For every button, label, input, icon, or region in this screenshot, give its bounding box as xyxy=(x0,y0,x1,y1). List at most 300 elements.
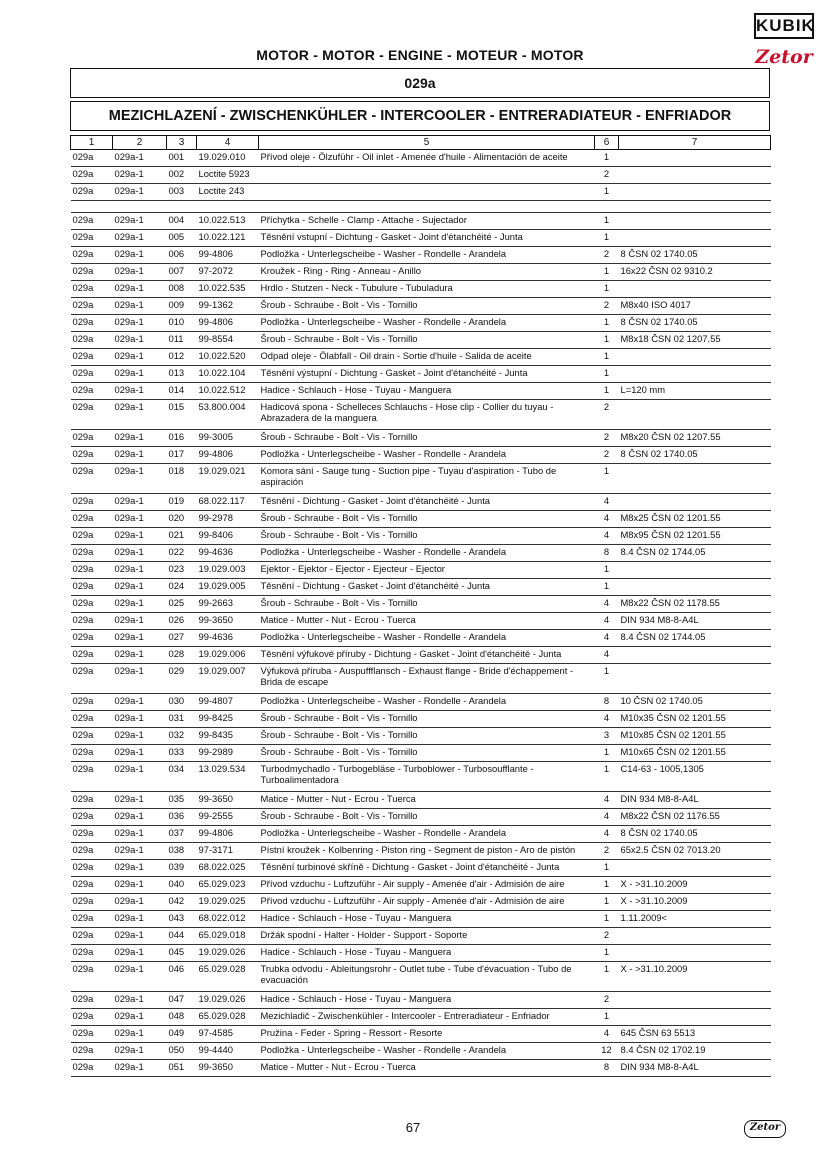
group-cell: 029a xyxy=(71,894,113,911)
note-cell: 8.4 ČSN 02 1744.05 xyxy=(619,545,771,562)
quantity-cell: 1 xyxy=(595,894,619,911)
description-cell: Mezichladič - Zwischenkühler - Intercooler - Entreradiateur - Enfriador xyxy=(259,1009,595,1026)
note-cell: X - >31.10.2009 xyxy=(619,894,771,911)
note-cell: 8 ČSN 02 1740.05 xyxy=(619,826,771,843)
description-cell: Šroub - Schraube - Bolt - Vis - Tornillo xyxy=(259,728,595,745)
position-cell: 015 xyxy=(167,400,197,430)
quantity-cell: 2 xyxy=(595,167,619,184)
description-cell: Příchytka - Schelle - Clamp - Attache - Sujectador xyxy=(259,213,595,230)
part-number-cell: 65.029.028 xyxy=(197,1009,259,1026)
position-cell: 024 xyxy=(167,579,197,596)
part-number-cell: 99-1362 xyxy=(197,298,259,315)
note-cell xyxy=(619,366,771,383)
group-cell: 029a xyxy=(71,745,113,762)
subgroup-cell: 029a-1 xyxy=(113,464,167,494)
note-cell xyxy=(619,664,771,694)
group-cell: 029a xyxy=(71,630,113,647)
description-cell: Hadice - Schlauch - Hose - Tuyau - Manguera xyxy=(259,911,595,928)
table-row xyxy=(71,383,771,400)
table-row xyxy=(71,1026,771,1043)
table-body xyxy=(71,150,771,1077)
position-cell: 046 xyxy=(167,962,197,992)
subgroup-cell: 029a-1 xyxy=(113,562,167,579)
table-row xyxy=(71,694,771,711)
subgroup-cell: 029a-1 xyxy=(113,694,167,711)
quantity-cell: 1 xyxy=(595,281,619,298)
note-cell: M8x40 ISO 4017 xyxy=(619,298,771,315)
part-number-cell: 99-4806 xyxy=(197,315,259,332)
note-cell xyxy=(619,860,771,877)
description-cell: Těsnění výfukové příruby - Dichtung - Gasket - Joint d'étanchéité - Junta xyxy=(259,647,595,664)
description-cell: Šroub - Schraube - Bolt - Vis - Tornillo xyxy=(259,596,595,613)
group-cell: 029a xyxy=(71,247,113,264)
quantity-cell: 1 xyxy=(595,332,619,349)
quantity-cell: 4 xyxy=(595,528,619,545)
group-cell: 029a xyxy=(71,1043,113,1060)
position-cell: 033 xyxy=(167,745,197,762)
part-number-cell: 99-4636 xyxy=(197,545,259,562)
note-cell xyxy=(619,281,771,298)
quantity-cell: 2 xyxy=(595,447,619,464)
page-title: MOTOR - MOTOR - ENGINE - MOTEUR - MOTOR xyxy=(256,47,584,63)
note-cell: M8x22 ČSN 02 1176.55 xyxy=(619,809,771,826)
description-cell: Odpad oleje - Ölabfall - Oil drain - Sortie d'huile - Salida de aceite xyxy=(259,349,595,366)
note-cell: 8 ČSN 02 1740.05 xyxy=(619,247,771,264)
description-cell: Podložka - Unterlegscheibe - Washer - Rondelle - Arandela xyxy=(259,315,595,332)
subgroup-cell: 029a-1 xyxy=(113,400,167,430)
note-cell: M10x85 ČSN 02 1201.55 xyxy=(619,728,771,745)
part-number-cell: 65.029.018 xyxy=(197,928,259,945)
group-cell: 029a xyxy=(71,809,113,826)
note-cell: 10 ČSN 02 1740.05 xyxy=(619,694,771,711)
part-number-cell: 53.800.004 xyxy=(197,400,259,430)
note-cell: DIN 934 M8-8-A4L xyxy=(619,1060,771,1077)
note-cell: M8x18 ČSN 02 1207.55 xyxy=(619,332,771,349)
column-header: 1 xyxy=(71,136,113,150)
position-cell: 004 xyxy=(167,213,197,230)
subgroup-cell: 029a-1 xyxy=(113,332,167,349)
group-cell: 029a xyxy=(71,383,113,400)
group-cell: 029a xyxy=(71,826,113,843)
table-row xyxy=(71,332,771,349)
column-header: 4 xyxy=(197,136,259,150)
quantity-cell: 1 xyxy=(595,664,619,694)
subgroup-cell: 029a-1 xyxy=(113,728,167,745)
description-cell: Turbodmychadlo - Turbogebläse - Turboblower - Turbosoufflante - Turboalimentadora xyxy=(259,762,595,792)
table-row xyxy=(71,762,771,792)
table-row xyxy=(71,664,771,694)
description-cell: Podložka - Unterlegscheibe - Washer - Rondelle - Arandela xyxy=(259,447,595,464)
quantity-cell: 4 xyxy=(595,1026,619,1043)
quantity-cell: 2 xyxy=(595,928,619,945)
kubik-logo-text: KUBIK xyxy=(754,13,814,39)
subgroup-cell: 029a-1 xyxy=(113,494,167,511)
part-number-cell: 97-2072 xyxy=(197,264,259,281)
group-cell: 029a xyxy=(71,213,113,230)
note-cell: X - >31.10.2009 xyxy=(619,877,771,894)
table-row xyxy=(71,264,771,281)
description-cell xyxy=(259,184,595,201)
description-cell: Přívod vzduchu - Luftzuführ - Air supply - Amenée d'air - Admisión de aire xyxy=(259,894,595,911)
note-cell xyxy=(619,992,771,1009)
part-number-cell: 10.022.535 xyxy=(197,281,259,298)
position-cell: 051 xyxy=(167,1060,197,1077)
table-row xyxy=(71,511,771,528)
position-cell: 023 xyxy=(167,562,197,579)
table-row xyxy=(71,613,771,630)
subgroup-cell: 029a-1 xyxy=(113,298,167,315)
part-number-cell: 99-8425 xyxy=(197,711,259,728)
group-cell: 029a xyxy=(71,728,113,745)
quantity-cell: 1 xyxy=(595,184,619,201)
table-row xyxy=(71,860,771,877)
position-cell: 014 xyxy=(167,383,197,400)
position-cell: 029 xyxy=(167,664,197,694)
part-number-cell: 65.029.023 xyxy=(197,877,259,894)
quantity-cell: 1 xyxy=(595,911,619,928)
part-number-cell: 99-2555 xyxy=(197,809,259,826)
subgroup-cell: 029a-1 xyxy=(113,315,167,332)
quantity-cell: 1 xyxy=(595,213,619,230)
subgroup-cell: 029a-1 xyxy=(113,264,167,281)
position-cell: 035 xyxy=(167,792,197,809)
table-row xyxy=(71,894,771,911)
table-row xyxy=(71,366,771,383)
description-cell: Šroub - Schraube - Bolt - Vis - Tornillo xyxy=(259,430,595,447)
group-cell: 029a xyxy=(71,281,113,298)
table-row xyxy=(71,877,771,894)
quantity-cell: 8 xyxy=(595,694,619,711)
group-cell: 029a xyxy=(71,928,113,945)
table-row xyxy=(71,230,771,247)
quantity-cell: 1 xyxy=(595,366,619,383)
position-cell: 009 xyxy=(167,298,197,315)
part-number-cell: 99-2978 xyxy=(197,511,259,528)
column-header: 7 xyxy=(619,136,771,150)
quantity-cell: 1 xyxy=(595,315,619,332)
table-row xyxy=(71,184,771,201)
note-cell xyxy=(619,230,771,247)
table-row xyxy=(71,928,771,945)
subgroup-cell: 029a-1 xyxy=(113,911,167,928)
position-cell: 018 xyxy=(167,464,197,494)
note-cell: 645 ČSN 63 5513 xyxy=(619,1026,771,1043)
description-cell: Těsnění vstupní - Dichtung - Gasket - Joint d'étanchéité - Junta xyxy=(259,230,595,247)
group-cell: 029a xyxy=(71,911,113,928)
part-number-cell: 19.029.026 xyxy=(197,992,259,1009)
position-cell: 028 xyxy=(167,647,197,664)
position-cell: 031 xyxy=(167,711,197,728)
table-row xyxy=(71,809,771,826)
part-number-cell: 99-8435 xyxy=(197,728,259,745)
position-cell: 050 xyxy=(167,1043,197,1060)
part-number-cell: 19.029.003 xyxy=(197,562,259,579)
group-cell: 029a xyxy=(71,1009,113,1026)
quantity-cell: 2 xyxy=(595,400,619,430)
quantity-cell: 1 xyxy=(595,230,619,247)
group-cell: 029a xyxy=(71,184,113,201)
group-cell: 029a xyxy=(71,366,113,383)
table-row xyxy=(71,528,771,545)
subgroup-cell: 029a-1 xyxy=(113,1009,167,1026)
note-cell: 16x22 ČSN 02 9310.2 xyxy=(619,264,771,281)
part-number-cell: 19.029.021 xyxy=(197,464,259,494)
note-cell xyxy=(619,150,771,167)
table-row xyxy=(71,596,771,613)
position-cell: 025 xyxy=(167,596,197,613)
quantity-cell: 8 xyxy=(595,545,619,562)
quantity-cell: 1 xyxy=(595,945,619,962)
subgroup-cell: 029a-1 xyxy=(113,1060,167,1077)
quantity-cell: 1 xyxy=(595,579,619,596)
quantity-cell: 2 xyxy=(595,430,619,447)
subgroup-cell: 029a-1 xyxy=(113,281,167,298)
table-row xyxy=(71,349,771,366)
part-number-cell: 19.029.005 xyxy=(197,579,259,596)
part-number-cell: 19.029.007 xyxy=(197,664,259,694)
note-cell xyxy=(619,562,771,579)
position-cell: 039 xyxy=(167,860,197,877)
subgroup-cell: 029a-1 xyxy=(113,511,167,528)
note-cell: DIN 934 M8-8-A4L xyxy=(619,792,771,809)
note-cell xyxy=(619,647,771,664)
table-row xyxy=(71,213,771,230)
subgroup-cell: 029a-1 xyxy=(113,150,167,167)
quantity-cell: 4 xyxy=(595,596,619,613)
part-number-cell: 99-4806 xyxy=(197,447,259,464)
description-cell: Matice - Mutter - Nut - Ecrou - Tuerca xyxy=(259,613,595,630)
position-cell: 049 xyxy=(167,1026,197,1043)
group-cell: 029a xyxy=(71,528,113,545)
group-cell: 029a xyxy=(71,494,113,511)
group-cell: 029a xyxy=(71,545,113,562)
table-row xyxy=(71,298,771,315)
table-row xyxy=(71,464,771,494)
subgroup-cell: 029a-1 xyxy=(113,711,167,728)
note-cell xyxy=(619,464,771,494)
position-cell: 026 xyxy=(167,613,197,630)
description-cell: Přívod vzduchu - Luftzuführ - Air supply - Amenée d'air - Admisión de aire xyxy=(259,877,595,894)
subgroup-cell: 029a-1 xyxy=(113,545,167,562)
table-row xyxy=(71,962,771,992)
note-cell: 65x2.5 ČSN 02 7013.20 xyxy=(619,843,771,860)
description-cell: Hadice - Schlauch - Hose - Tuyau - Manguera xyxy=(259,945,595,962)
position-cell: 038 xyxy=(167,843,197,860)
note-cell: M8x95 ČSN 02 1201.55 xyxy=(619,528,771,545)
description-cell: Podložka - Unterlegscheibe - Washer - Rondelle - Arandela xyxy=(259,545,595,562)
note-cell: C14-63 - 1005,1305 xyxy=(619,762,771,792)
subgroup-cell: 029a-1 xyxy=(113,167,167,184)
group-cell: 029a xyxy=(71,962,113,992)
position-cell: 019 xyxy=(167,494,197,511)
table-row xyxy=(71,167,771,184)
table-row xyxy=(71,745,771,762)
subgroup-cell: 029a-1 xyxy=(113,366,167,383)
section-title: MEZICHLAZENÍ - ZWISCHENKÜHLER - INTERCOOLER - ENTRERADIATEUR - ENFRIADOR xyxy=(70,101,770,131)
description-cell: Těsnění výstupní - Dichtung - Gasket - Joint d'étanchéité - Junta xyxy=(259,366,595,383)
group-cell: 029a xyxy=(71,664,113,694)
subgroup-cell: 029a-1 xyxy=(113,809,167,826)
table-row xyxy=(71,992,771,1009)
part-number-cell: 68.022.117 xyxy=(197,494,259,511)
table-row xyxy=(71,150,771,167)
description-cell: Přívod oleje - Ölzuführ - Oil inlet - Amenée d'huile - Alimentación de aceite xyxy=(259,150,595,167)
group-cell: 029a xyxy=(71,464,113,494)
part-number-cell: 10.022.513 xyxy=(197,213,259,230)
description-cell: Těsnění - Dichtung - Gasket - Joint d'étanchéité - Junta xyxy=(259,494,595,511)
subgroup-cell: 029a-1 xyxy=(113,843,167,860)
quantity-cell: 4 xyxy=(595,647,619,664)
quantity-cell: 2 xyxy=(595,298,619,315)
position-cell: 021 xyxy=(167,528,197,545)
quantity-cell: 1 xyxy=(595,762,619,792)
position-cell: 034 xyxy=(167,762,197,792)
description-cell: Hadice - Schlauch - Hose - Tuyau - Manguera xyxy=(259,992,595,1009)
note-cell: 1.11.2009< xyxy=(619,911,771,928)
part-number-cell: 13.029.534 xyxy=(197,762,259,792)
description-cell: Výfuková příruba - Auspuffflansch - Exhaust flange - Bride d'échappement - Brida de escape xyxy=(259,664,595,694)
subgroup-cell: 029a-1 xyxy=(113,826,167,843)
quantity-cell: 1 xyxy=(595,962,619,992)
part-number-cell: 99-3005 xyxy=(197,430,259,447)
table-row xyxy=(71,281,771,298)
position-cell: 012 xyxy=(167,349,197,366)
group-cell: 029a xyxy=(71,1060,113,1077)
description-cell: Šroub - Schraube - Bolt - Vis - Tornillo xyxy=(259,711,595,728)
table-row xyxy=(71,545,771,562)
group-cell: 029a xyxy=(71,264,113,281)
note-cell xyxy=(619,945,771,962)
subgroup-cell: 029a-1 xyxy=(113,1043,167,1060)
group-cell: 029a xyxy=(71,843,113,860)
description-cell: Šroub - Schraube - Bolt - Vis - Tornillo xyxy=(259,298,595,315)
description-cell: Podložka - Unterlegscheibe - Washer - Rondelle - Arandela xyxy=(259,826,595,843)
group-cell: 029a xyxy=(71,694,113,711)
subgroup-cell: 029a-1 xyxy=(113,630,167,647)
position-cell: 008 xyxy=(167,281,197,298)
quantity-cell: 1 xyxy=(595,264,619,281)
subgroup-cell: 029a-1 xyxy=(113,596,167,613)
note-cell: 8.4 ČSN 02 1702.19 xyxy=(619,1043,771,1060)
page-number: 67 xyxy=(405,1120,421,1135)
group-cell: 029a xyxy=(71,298,113,315)
table-row xyxy=(71,430,771,447)
table-header-row xyxy=(71,136,771,150)
part-number-cell: 97-3171 xyxy=(197,843,259,860)
position-cell: 016 xyxy=(167,430,197,447)
kubik-zetor-logo xyxy=(754,13,814,75)
quantity-cell: 2 xyxy=(595,992,619,1009)
note-cell xyxy=(619,494,771,511)
description-cell: Šroub - Schraube - Bolt - Vis - Tornillo xyxy=(259,511,595,528)
note-cell: 8.4 ČSN 02 1744.05 xyxy=(619,630,771,647)
description-cell: Podložka - Unterlegscheibe - Washer - Rondelle - Arandela xyxy=(259,694,595,711)
group-cell: 029a xyxy=(71,992,113,1009)
group-cell: 029a xyxy=(71,447,113,464)
position-cell: 042 xyxy=(167,894,197,911)
position-cell: 020 xyxy=(167,511,197,528)
group-cell: 029a xyxy=(71,230,113,247)
table-row xyxy=(71,447,771,464)
group-cell: 029a xyxy=(71,430,113,447)
part-number-cell: 19.029.010 xyxy=(197,150,259,167)
footer-zetor-logo: Zetor xyxy=(744,1120,786,1138)
description-cell: Podložka - Unterlegscheibe - Washer - Rondelle - Arandela xyxy=(259,630,595,647)
quantity-cell: 1 xyxy=(595,349,619,366)
group-cell: 029a xyxy=(71,647,113,664)
description-cell: Držák spodní - Halter - Holder - Support - Soporte xyxy=(259,928,595,945)
note-cell: M8x22 ČSN 02 1178.55 xyxy=(619,596,771,613)
group-cell: 029a xyxy=(71,332,113,349)
subgroup-cell: 029a-1 xyxy=(113,1026,167,1043)
part-number-cell: 99-8406 xyxy=(197,528,259,545)
quantity-cell: 2 xyxy=(595,247,619,264)
quantity-cell: 1 xyxy=(595,1009,619,1026)
group-cell: 029a xyxy=(71,711,113,728)
part-number-cell: 19.029.025 xyxy=(197,894,259,911)
quantity-cell: 4 xyxy=(595,711,619,728)
quantity-cell: 4 xyxy=(595,511,619,528)
zetor-logo-text: Zetor xyxy=(755,46,813,68)
quantity-cell: 1 xyxy=(595,464,619,494)
note-cell: 8 ČSN 02 1740.05 xyxy=(619,447,771,464)
group-cell: 029a xyxy=(71,877,113,894)
table-row xyxy=(71,1009,771,1026)
table-row xyxy=(71,630,771,647)
subgroup-cell: 029a-1 xyxy=(113,213,167,230)
description-cell: Hadice - Schlauch - Hose - Tuyau - Manguera xyxy=(259,383,595,400)
position-cell: 005 xyxy=(167,230,197,247)
quantity-cell: 12 xyxy=(595,1043,619,1060)
subgroup-cell: 029a-1 xyxy=(113,992,167,1009)
table-row xyxy=(71,647,771,664)
description-cell: Hrdlo - Stutzen - Neck - Tubulure - Tubuladura xyxy=(259,281,595,298)
position-cell: 007 xyxy=(167,264,197,281)
table-row xyxy=(71,579,771,596)
part-number-cell: 99-2663 xyxy=(197,596,259,613)
subgroup-cell: 029a-1 xyxy=(113,528,167,545)
part-number-cell: 99-2989 xyxy=(197,745,259,762)
subgroup-cell: 029a-1 xyxy=(113,877,167,894)
table-row xyxy=(71,247,771,264)
part-number-cell: 19.029.006 xyxy=(197,647,259,664)
quantity-cell: 1 xyxy=(595,150,619,167)
position-cell: 027 xyxy=(167,630,197,647)
part-number-cell: 10.022.104 xyxy=(197,366,259,383)
note-cell: L=120 mm xyxy=(619,383,771,400)
position-cell: 017 xyxy=(167,447,197,464)
part-number-cell: 99-4806 xyxy=(197,247,259,264)
note-cell: 8 ČSN 02 1740.05 xyxy=(619,315,771,332)
position-cell: 043 xyxy=(167,911,197,928)
part-number-cell: 68.022.025 xyxy=(197,860,259,877)
description-cell: Pístní kroužek - Kolbenring - Piston ring - Segment de piston - Aro de pistón xyxy=(259,843,595,860)
subgroup-cell: 029a-1 xyxy=(113,664,167,694)
group-cell: 029a xyxy=(71,596,113,613)
quantity-cell: 4 xyxy=(595,826,619,843)
note-cell xyxy=(619,400,771,430)
position-cell: 022 xyxy=(167,545,197,562)
note-cell xyxy=(619,1009,771,1026)
table-row xyxy=(71,494,771,511)
note-cell: M10x35 ČSN 02 1201.55 xyxy=(619,711,771,728)
note-cell: M10x65 ČSN 02 1201.55 xyxy=(619,745,771,762)
group-cell: 029a xyxy=(71,579,113,596)
subgroup-cell: 029a-1 xyxy=(113,762,167,792)
note-cell: X - >31.10.2009 xyxy=(619,962,771,992)
subgroup-cell: 029a-1 xyxy=(113,962,167,992)
column-header: 6 xyxy=(595,136,619,150)
